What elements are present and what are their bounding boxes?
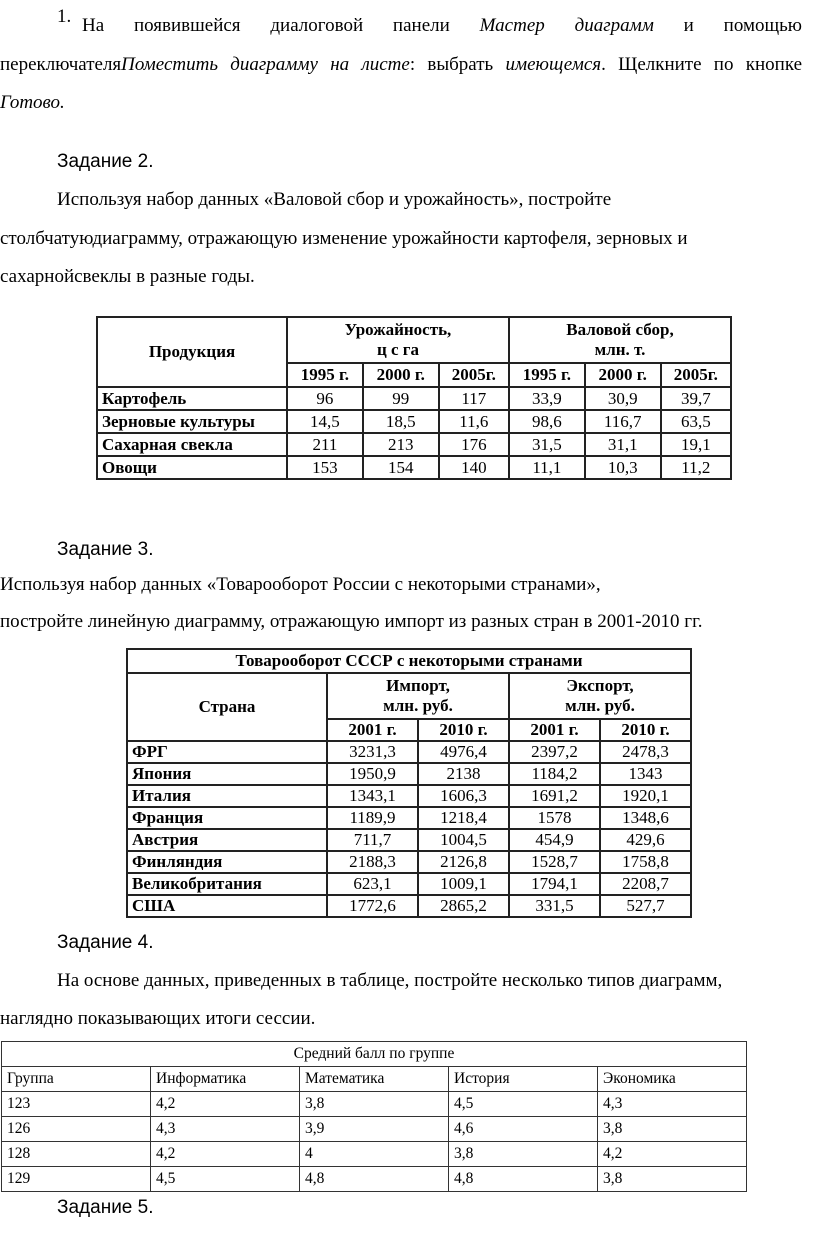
- wizard-name: Мастер диаграмм: [479, 15, 654, 36]
- harvest-group-header: Валовой сбор, млн. т.: [509, 317, 731, 363]
- table-cell: 3231,3: [327, 741, 418, 763]
- step-1-text-a: На появившейся диалоговой панели: [82, 15, 480, 36]
- step-1-paragraph: [0, 7, 802, 123]
- task-2-line-1: Используя набор данных «Валовой сбор и урожайность», постройте: [57, 189, 612, 210]
- row-label: Италия: [127, 785, 327, 807]
- table-cell: 4,8: [300, 1167, 449, 1192]
- import-group-header: Импорт, млн. руб.: [327, 673, 509, 719]
- table-cell: 1578: [509, 807, 600, 829]
- table-cell: 11,1: [509, 456, 585, 479]
- table-cell: 176: [439, 433, 509, 456]
- table-cell: 711,7: [327, 829, 418, 851]
- task-2-line-3: сахарнойсвеклы в разные годы.: [0, 266, 255, 287]
- year-header: 2001 г.: [327, 719, 418, 741]
- table-row: [2, 1092, 747, 1117]
- table-cell: 4,3: [598, 1092, 747, 1117]
- table-cell: 3,8: [449, 1142, 598, 1167]
- row-label: Австрия: [127, 829, 327, 851]
- table-cell: 1189,9: [327, 807, 418, 829]
- task-4-line-1: На основе данных, приведенных в таблице, постройте несколько типов диаграмм,: [57, 970, 723, 991]
- table-cell: 1009,1: [418, 873, 509, 895]
- table-cell: 4: [300, 1142, 449, 1167]
- table-row: [2, 1142, 747, 1167]
- step-1-text-c: : выбрать: [409, 53, 506, 75]
- table-cell: 30,9: [585, 387, 661, 410]
- year-header: 2010 г.: [418, 719, 509, 741]
- table-cell: 1343,1: [327, 785, 418, 807]
- table-row: [127, 873, 691, 895]
- trade-table-title: Товарооборот СССР с некоторыми странами: [127, 649, 691, 673]
- table-cell: 1004,5: [418, 829, 509, 851]
- table-row: [97, 410, 731, 433]
- grades-table: [1, 1041, 747, 1192]
- task-2-line-2: столбчатуюдиаграмму, отражающую изменение урожайности картофеля, зерновых и: [0, 228, 688, 249]
- row-label: Зерновые культуры: [97, 410, 287, 433]
- year-header: 1995 г.: [509, 363, 585, 387]
- table-cell: 11,2: [661, 456, 731, 479]
- grades-caption: Средний балл по группе: [2, 1042, 747, 1067]
- column-header: Группа: [2, 1067, 151, 1092]
- table-row: [2, 1117, 747, 1142]
- table-cell: 39,7: [661, 387, 731, 410]
- row-label: Великобритания: [127, 873, 327, 895]
- table-cell: 154: [363, 456, 439, 479]
- row-label: Япония: [127, 763, 327, 785]
- task-3-line-1: Используя набор данных «Товарооборот России с некоторыми странами»,: [0, 574, 601, 595]
- table-cell: 4,2: [151, 1092, 300, 1117]
- table-cell: 14,5: [287, 410, 363, 433]
- table-cell: 213: [363, 433, 439, 456]
- table-cell: 211: [287, 433, 363, 456]
- table-cell: 31,1: [585, 433, 661, 456]
- table-cell: 11,6: [439, 410, 509, 433]
- table-cell: 10,3: [585, 456, 661, 479]
- done-button-name: Готово.: [0, 92, 65, 113]
- table-cell: 1218,4: [418, 807, 509, 829]
- place-option: Поместить диаграмму на листе: [121, 53, 410, 75]
- year-header: 2005г.: [661, 363, 731, 387]
- table-cell: 1528,7: [509, 851, 600, 873]
- table-cell: 19,1: [661, 433, 731, 456]
- export-group-header: Экспорт, млн. руб.: [509, 673, 691, 719]
- table-cell: 3,8: [598, 1117, 747, 1142]
- table-cell: 4976,4: [418, 741, 509, 763]
- table-cell: 623,1: [327, 873, 418, 895]
- row-label: Финляндия: [127, 851, 327, 873]
- table-cell: 4,5: [449, 1092, 598, 1117]
- table-cell: 31,5: [509, 433, 585, 456]
- table-cell: 331,5: [509, 895, 600, 917]
- table-cell: 3,8: [598, 1167, 747, 1192]
- table-cell: 33,9: [509, 387, 585, 410]
- table-cell: 1343: [600, 763, 691, 785]
- table-cell: 99: [363, 387, 439, 410]
- product-header: Продукция: [97, 317, 287, 387]
- year-header: 2000 г.: [585, 363, 661, 387]
- task-5-heading: Задание 5.: [57, 1197, 154, 1218]
- table-cell: 4,6: [449, 1117, 598, 1142]
- table-row: [127, 741, 691, 763]
- table-cell: 429,6: [600, 829, 691, 851]
- column-header: Информатика: [151, 1067, 300, 1092]
- existing-option: имеющемся: [505, 53, 602, 75]
- table-cell: 4,8: [449, 1167, 598, 1192]
- table-cell: 128: [2, 1142, 151, 1167]
- table-cell: 1772,6: [327, 895, 418, 917]
- task-3-heading: Задание 3.: [57, 539, 154, 560]
- table-cell: 3,8: [300, 1092, 449, 1117]
- task-2-heading: Задание 2.: [57, 151, 154, 172]
- table-cell: 2397,2: [509, 741, 600, 763]
- table-cell: 117: [439, 387, 509, 410]
- yield-table: [96, 316, 732, 480]
- table-cell: 1794,1: [509, 873, 600, 895]
- table-cell: 1758,8: [600, 851, 691, 873]
- table-cell: 1348,6: [600, 807, 691, 829]
- table-cell: 123: [2, 1092, 151, 1117]
- table-row: [97, 387, 731, 410]
- table-cell: 1920,1: [600, 785, 691, 807]
- table-cell: 2208,7: [600, 873, 691, 895]
- table-cell: 18,5: [363, 410, 439, 433]
- step-1-number: 1.: [57, 6, 72, 27]
- table-cell: 454,9: [509, 829, 600, 851]
- step-1-text-b: и помощью переключателя: [0, 15, 802, 75]
- country-header: Страна: [127, 673, 327, 741]
- table-cell: 96: [287, 387, 363, 410]
- column-header: Экономика: [598, 1067, 747, 1092]
- row-label: Картофель: [97, 387, 287, 410]
- table-cell: 527,7: [600, 895, 691, 917]
- table-row: [97, 456, 731, 479]
- table-cell: 129: [2, 1167, 151, 1192]
- table-row: [127, 807, 691, 829]
- year-header: 2000 г.: [363, 363, 439, 387]
- task-4-line-2: наглядно показывающих итоги сессии.: [0, 1008, 316, 1029]
- table-cell: 4,3: [151, 1117, 300, 1142]
- table-cell: 63,5: [661, 410, 731, 433]
- table-cell: 1950,9: [327, 763, 418, 785]
- table-cell: 2138: [418, 763, 509, 785]
- table-cell: 4,2: [151, 1142, 300, 1167]
- table-cell: 2188,3: [327, 851, 418, 873]
- column-header: Математика: [300, 1067, 449, 1092]
- year-header: 2001 г.: [509, 719, 600, 741]
- year-header: 2005г.: [439, 363, 509, 387]
- year-header: 1995 г.: [287, 363, 363, 387]
- table-cell: 2126,8: [418, 851, 509, 873]
- table-cell: 116,7: [585, 410, 661, 433]
- table-row: [127, 829, 691, 851]
- task-4-heading: Задание 4.: [57, 932, 154, 953]
- table-row: [127, 785, 691, 807]
- row-label: Сахарная свекла: [97, 433, 287, 456]
- table-row: [127, 895, 691, 917]
- year-header: 2010 г.: [600, 719, 691, 741]
- row-label: Франция: [127, 807, 327, 829]
- table-cell: 153: [287, 456, 363, 479]
- table-cell: 2865,2: [418, 895, 509, 917]
- table-cell: 98,6: [509, 410, 585, 433]
- row-label: Овощи: [97, 456, 287, 479]
- table-cell: 1691,2: [509, 785, 600, 807]
- table-cell: 3,9: [300, 1117, 449, 1142]
- table-cell: 1606,3: [418, 785, 509, 807]
- table-header-row: [2, 1067, 747, 1092]
- column-header: История: [449, 1067, 598, 1092]
- row-label: ФРГ: [127, 741, 327, 763]
- table-row: [2, 1167, 747, 1192]
- table-row: [127, 763, 691, 785]
- table-cell: 1184,2: [509, 763, 600, 785]
- table-cell: 4,5: [151, 1167, 300, 1192]
- task-3-line-2: постройте линейную диаграмму, отражающую импорт из разных стран в 2001-2010 гг.: [0, 611, 703, 632]
- step-1-text-d: . Щелкните по кнопке: [601, 53, 803, 75]
- yield-group-header: Урожайность, ц с га: [287, 317, 509, 363]
- table-cell: 140: [439, 456, 509, 479]
- row-label: США: [127, 895, 327, 917]
- table-cell: 4,2: [598, 1142, 747, 1167]
- table-cell: 126: [2, 1117, 151, 1142]
- table-row: [127, 851, 691, 873]
- table-row: [97, 433, 731, 456]
- trade-table: [126, 648, 692, 918]
- table-cell: 2478,3: [600, 741, 691, 763]
